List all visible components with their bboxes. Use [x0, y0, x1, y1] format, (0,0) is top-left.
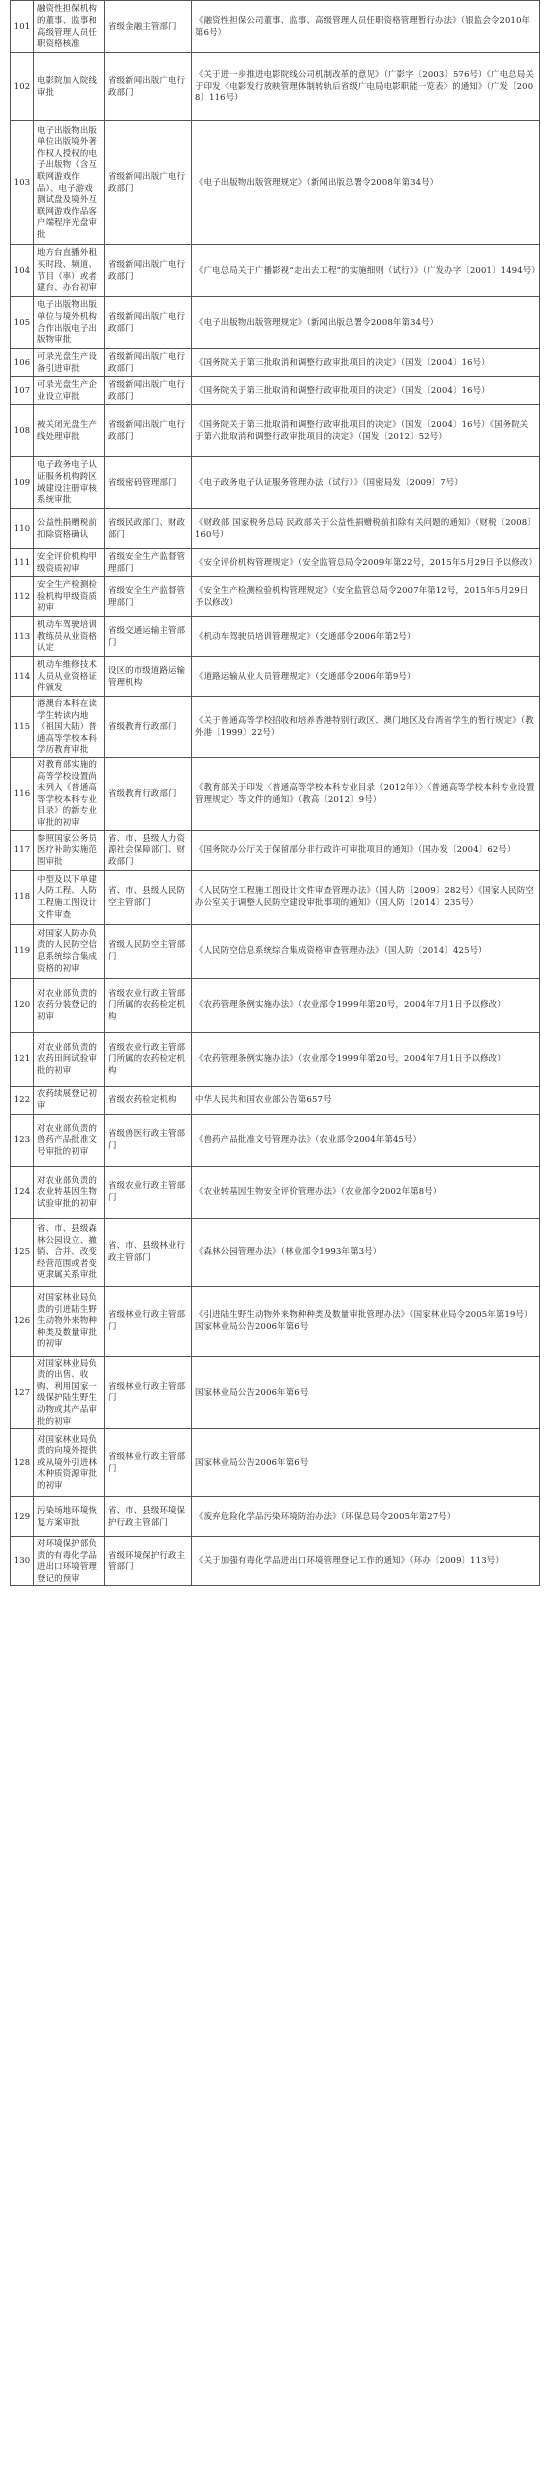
- item-name: 对农业部负责的农业转基因生物试验审批的初审: [34, 1166, 105, 1218]
- item-number: 130: [11, 1537, 34, 1586]
- table-row: [11, 549, 540, 577]
- item-legal-basis: 《教育部关于印发〈普通高等学校本科专业目录（2012年）〉〈普通高等学校本科专业设置管理规定〉等文件的通知》（教高〔2012〕9号）: [192, 757, 540, 830]
- item-name: 安全生产检测检验机构甲级资质初审: [34, 577, 105, 617]
- item-legal-basis: 《农药管理条例实施办法》（农业部令1999年第20号，2004年7月1日予以修改）: [192, 1032, 540, 1086]
- table-row: [11, 697, 540, 758]
- table-row: [11, 509, 540, 549]
- item-name: 中型及以下单建人防工程、人防工程施工图设计文件审查: [34, 870, 105, 924]
- item-department: 省级兽医行政主管部门: [105, 1114, 192, 1166]
- item-department: 省级农业行政主管部门所属的农药检定机构: [105, 978, 192, 1032]
- item-name: 电子出版物出版单位与境外机构合作出版电子出版物审批: [34, 297, 105, 349]
- item-legal-basis: 《废弃危险化学品污染环境防治办法》（环保总局令2005年第27号）: [192, 1497, 540, 1537]
- item-number: 101: [11, 1, 34, 53]
- table-row: [11, 1114, 540, 1166]
- item-legal-basis: 《电子出版物出版管理规定》（新闻出版总署令2008年第34号）: [192, 121, 540, 245]
- item-number: 121: [11, 1032, 34, 1086]
- item-name: 对国家人防办负责的人民防空信息系统综合集成资格的初审: [34, 924, 105, 978]
- item-department: 省、市、县级人民防空主管部门: [105, 870, 192, 924]
- item-name: 电子出版物出版单位出版境外著作权人授权的电子出版物（含互联网游戏作品）、电子游戏测试盘及境外互联网游戏作品客户端程序光盘审批: [34, 121, 105, 245]
- item-number: 105: [11, 297, 34, 349]
- item-name: 省、市、县级森林公园设立、撤销、合并、改变经营范围或者变更隶属关系审批: [34, 1218, 105, 1286]
- item-name: 对国家林业局负责的出售、收购、利用国家一级保护陆生野生动物或其产品审批的初审: [34, 1356, 105, 1429]
- approval-items-table: [10, 0, 540, 1586]
- item-name: 公益性捐赠税前扣除资格确认: [34, 509, 105, 549]
- item-legal-basis: 《森林公园管理办法》（林业部令1993年第3号）: [192, 1218, 540, 1286]
- item-number: 116: [11, 757, 34, 830]
- table-row: [11, 405, 540, 457]
- table-row: [11, 1537, 540, 1586]
- item-legal-basis: 《安全评价机构管理规定》（安全监管总局令2009年第22号，2015年5月29日予以修改）: [192, 549, 540, 577]
- table-row: [11, 297, 540, 349]
- item-legal-basis: 《农业转基因生物安全评价管理办法》（农业部令2002年第8号）: [192, 1166, 540, 1218]
- table-row: [11, 1032, 540, 1086]
- item-name: 污染场地环境恢复方案审批: [34, 1497, 105, 1537]
- item-department: 省级农业行政主管部门所属的农药检定机构: [105, 1032, 192, 1086]
- item-name: 机动车维修技术人员从业资格证件颁发: [34, 657, 105, 697]
- item-legal-basis: 《国务院关于第三批取消和调整行政审批项目的决定》（国发〔2004〕16号）: [192, 377, 540, 405]
- item-legal-basis: 《广电总局关于广播影视“走出去工程”的实施细则（试行）》（广发办字〔2001〕1494号）: [192, 245, 540, 297]
- item-department: 省级新闻出版广电行政部门: [105, 349, 192, 377]
- item-legal-basis: 《关于进一步推进电影院线公司机制改革的意见》（广影字〔2003〕576号）《广电总局关于印发〈电影发行放映管理体制转轨后省级广电局电影职能一览表〉的通知》（广发〔2008〕116号）: [192, 53, 540, 121]
- item-name: 电子政务电子认证服务机构跨区域建设注册审核系统审批: [34, 457, 105, 509]
- item-legal-basis: 《电子政务电子认证服务管理办法（试行）》（国密局发〔2009〕7号）: [192, 457, 540, 509]
- item-department: 省级农业行政主管部门: [105, 1166, 192, 1218]
- item-number: 112: [11, 577, 34, 617]
- item-number: 117: [11, 830, 34, 870]
- item-department: 省级安全生产监督管理部门: [105, 549, 192, 577]
- table-row: [11, 1356, 540, 1429]
- item-legal-basis: 国家林业局公告2006年第6号: [192, 1356, 540, 1429]
- table-row: [11, 757, 540, 830]
- item-number: 128: [11, 1429, 34, 1497]
- item-department: 省级新闻出版广电行政部门: [105, 405, 192, 457]
- item-department: 省级农药检定机构: [105, 1086, 192, 1114]
- item-department: 省级新闻出版广电行政部门: [105, 245, 192, 297]
- item-name: 安全评价机构甲级资质初审: [34, 549, 105, 577]
- item-number: 106: [11, 349, 34, 377]
- item-legal-basis: 《关于加强有毒化学品进出口环境管理登记工作的通知》（环办〔2009〕113号）: [192, 1537, 540, 1586]
- item-department: 省级教育行政部门: [105, 697, 192, 758]
- item-legal-basis: 《国务院关于第三批取消和调整行政审批项目的决定》（国发〔2004〕16号）: [192, 349, 540, 377]
- table-row: [11, 245, 540, 297]
- item-name: 对农业部负责的农药分装登记的初审: [34, 978, 105, 1032]
- table-row: [11, 978, 540, 1032]
- item-legal-basis: 《安全生产检测检验机构管理规定》（安全监管总局令2007年第12号，2015年5月29日予以修改）: [192, 577, 540, 617]
- table-row: [11, 830, 540, 870]
- item-name: 港澳台本科在读学生转读内地（祖国大陆）普通高等学校本科学历教育审批: [34, 697, 105, 758]
- item-number: 118: [11, 870, 34, 924]
- table-row: [11, 121, 540, 245]
- item-legal-basis: 中华人民共和国农业部公告第657号: [192, 1086, 540, 1114]
- item-name: 地方台直播外租买时段、频道、节目（率）或者建台、办台初审: [34, 245, 105, 297]
- item-department: 省级新闻出版广电行政部门: [105, 121, 192, 245]
- item-name: 可录光盘生产设备引进审批: [34, 349, 105, 377]
- table-row: [11, 349, 540, 377]
- item-name: 可录光盘生产企业设立审批: [34, 377, 105, 405]
- item-number: 104: [11, 245, 34, 297]
- document-page: [10, 0, 540, 1586]
- item-department: 省级环境保护行政主管部门: [105, 1537, 192, 1586]
- item-number: 111: [11, 549, 34, 577]
- table-row: [11, 1, 540, 53]
- table-row: [11, 1086, 540, 1114]
- table-row: [11, 377, 540, 405]
- item-number: 110: [11, 509, 34, 549]
- item-number: 119: [11, 924, 34, 978]
- item-number: 103: [11, 121, 34, 245]
- item-name: 对环境保护部负责的有毒化学品进出口环境管理登记的预审: [34, 1537, 105, 1586]
- item-number: 114: [11, 657, 34, 697]
- item-legal-basis: 《人民防空工程施工图设计文件审查管理办法》（国人防〔2009〕282号）《国家人民防空办公室关于调整人民防空建设审批事项的通知》（国人防〔2014〕235号）: [192, 870, 540, 924]
- item-number: 115: [11, 697, 34, 758]
- table-row: [11, 577, 540, 617]
- item-department: 省级民政部门、财政部门: [105, 509, 192, 549]
- item-number: 108: [11, 405, 34, 457]
- table-body: [11, 1, 540, 1586]
- item-number: 123: [11, 1114, 34, 1166]
- item-department: 省级人民防空主管部门: [105, 924, 192, 978]
- item-name: 对国家林业局负责的向境外提供或从境外引进林木种质资源审批的初审: [34, 1429, 105, 1497]
- item-legal-basis: 《机动车驾驶员培训管理规定》（交通部令2006年第2号）: [192, 617, 540, 657]
- item-department: 省级安全生产监督管理部门: [105, 577, 192, 617]
- item-name: 融资性担保机构的董事、监事和高级管理人员任职资格核准: [34, 1, 105, 53]
- item-number: 125: [11, 1218, 34, 1286]
- item-name: 参照国家公务员医疗补助实施范围审批: [34, 830, 105, 870]
- table-row: [11, 457, 540, 509]
- item-name: 机动车驾驶培训教练员从业资格认定: [34, 617, 105, 657]
- item-department: 省、市、县级人力资源社会保障部门、财政部门: [105, 830, 192, 870]
- item-department: 省级新闻出版广电行政部门: [105, 377, 192, 405]
- item-department: 省级林业行政主管部门: [105, 1286, 192, 1356]
- item-number: 102: [11, 53, 34, 121]
- item-number: 127: [11, 1356, 34, 1429]
- item-department: 省、市、县级环境保护行政主管部门: [105, 1497, 192, 1537]
- item-name: 对国家林业局负责的引进陆生野生动物外来物种种类及数量审批的初审: [34, 1286, 105, 1356]
- item-legal-basis: 《人民防空信息系统综合集成资格审查管理办法》（国人防〔2014〕425号）: [192, 924, 540, 978]
- item-legal-basis: 《电子出版物出版管理规定》（新闻出版总署令2008年第34号）: [192, 297, 540, 349]
- item-department: 省级林业行政主管部门: [105, 1356, 192, 1429]
- item-name: 农药续展登记初审: [34, 1086, 105, 1114]
- item-number: 109: [11, 457, 34, 509]
- item-department: 省、市、县级林业行政主管部门: [105, 1218, 192, 1286]
- item-department: 省级金融主管部门: [105, 1, 192, 53]
- item-number: 124: [11, 1166, 34, 1218]
- item-legal-basis: 《财政部 国家税务总局 民政部关于公益性捐赠税前扣除有关问题的通知》（财税〔2008〕160号）: [192, 509, 540, 549]
- item-department: 省级教育行政部门: [105, 757, 192, 830]
- item-department: 省级林业行政主管部门: [105, 1429, 192, 1497]
- table-row: [11, 1218, 540, 1286]
- item-legal-basis: 《兽药产品批准文号管理办法》（农业部令2004年第45号）: [192, 1114, 540, 1166]
- table-row: [11, 1166, 540, 1218]
- item-legal-basis: 《道路运输从业人员管理规定》（交通部令2006年第9号）: [192, 657, 540, 697]
- table-row: [11, 924, 540, 978]
- item-department: 省级密码管理部门: [105, 457, 192, 509]
- item-number: 107: [11, 377, 34, 405]
- item-number: 129: [11, 1497, 34, 1537]
- item-department: 设区的市级道路运输管理机构: [105, 657, 192, 697]
- item-name: 被关闭光盘生产线处理审批: [34, 405, 105, 457]
- table-row: [11, 53, 540, 121]
- item-legal-basis: 国家林业局公告2006年第6号: [192, 1429, 540, 1497]
- item-legal-basis: 《农药管理条例实施办法》（农业部令1999年第20号，2004年7月1日予以修改）: [192, 978, 540, 1032]
- table-row: [11, 1429, 540, 1497]
- table-row: [11, 1497, 540, 1537]
- table-row: [11, 1286, 540, 1356]
- item-department: 省级新闻出版广电行政部门: [105, 53, 192, 121]
- item-legal-basis: 《融资性担保公司董事、监事、高级管理人员任职资格管理暂行办法》（银监会令2010年第6号）: [192, 1, 540, 53]
- table-row: [11, 617, 540, 657]
- item-legal-basis: 《关于普通高等学校招收和培养香港特别行政区、澳门地区及台湾省学生的暂行规定》（教外港〔1999〕22号）: [192, 697, 540, 758]
- item-name: 对教育部实施的高等学校设置尚未列入《普通高等学校本科专业目录》的新专业审批的初审: [34, 757, 105, 830]
- item-legal-basis: 《国务院关于第三批取消和调整行政审批项目的决定》（国发〔2004〕16号）《国务院关于第六批取消和调整行政审批项目的决定》（国发〔2012〕52号）: [192, 405, 540, 457]
- item-number: 122: [11, 1086, 34, 1114]
- item-department: 省级新闻出版广电行政部门: [105, 297, 192, 349]
- item-name: 电影院加入院线审批: [34, 53, 105, 121]
- item-legal-basis: 《引进陆生野生动物外来物种种类及数量审批管理办法》（国家林业局令2005年第19号）国家林业局公告2006年第6号: [192, 1286, 540, 1356]
- item-number: 113: [11, 617, 34, 657]
- item-number: 126: [11, 1286, 34, 1356]
- table-row: [11, 870, 540, 924]
- item-department: 省级交通运输主管部门: [105, 617, 192, 657]
- table-row: [11, 657, 540, 697]
- item-legal-basis: 《国务院办公厅关于保留部分非行政许可审批项目的通知》（国办发〔2004〕62号）: [192, 830, 540, 870]
- item-name: 对农业部负责的农药田间试验审批的初审: [34, 1032, 105, 1086]
- item-name: 对农业部负责的兽药产品批准文号审批的初审: [34, 1114, 105, 1166]
- item-number: 120: [11, 978, 34, 1032]
